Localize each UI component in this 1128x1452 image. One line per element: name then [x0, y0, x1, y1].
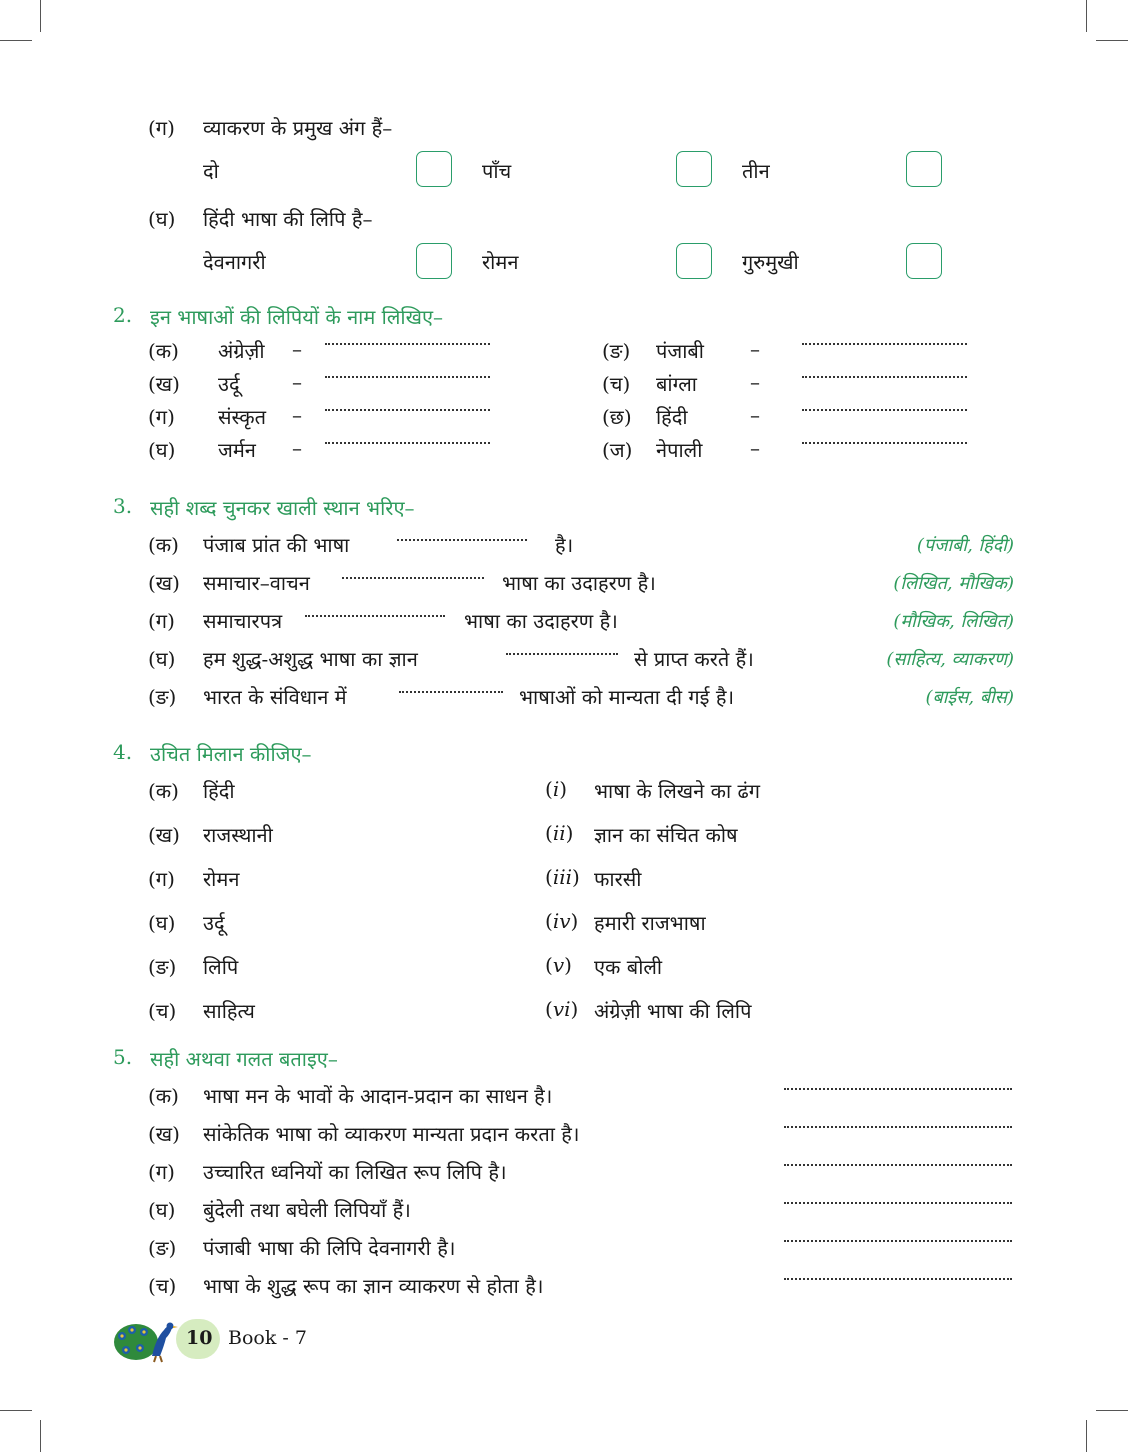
q5-number: 5.: [113, 1045, 133, 1069]
q5-answer-line[interactable]: [784, 1240, 1012, 1242]
q3-item-text-before: भारत के संविधान में: [203, 685, 347, 709]
q2-answer-line[interactable]: [325, 343, 490, 345]
q2-right-text: बांग्ला: [656, 372, 697, 396]
q3-item-text-before: पंजाब प्रांत की भाषा: [203, 533, 350, 557]
q2-right-label: (ज): [602, 438, 633, 462]
q3-blank[interactable]: [397, 539, 527, 541]
q4-number: 4.: [113, 740, 133, 764]
q3-hint: (मौखिक, लिखित): [893, 611, 1014, 632]
q3-hint: (पंजाबी, हिंदी): [916, 535, 1014, 556]
q5-item-label: (घ): [148, 1198, 176, 1222]
q1-ga-checkbox-3[interactable]: [906, 151, 942, 187]
q2-answer-line[interactable]: [802, 376, 967, 378]
q3-blank[interactable]: [305, 615, 445, 617]
q5-item-label: (ग): [148, 1160, 175, 1184]
q4-left-text: हिंदी: [203, 779, 235, 803]
q2-left-text: संस्कृत: [218, 405, 267, 429]
q2-dash: –: [750, 403, 760, 427]
q4-right-roman: (v): [545, 953, 572, 977]
q3-item-label: (क): [148, 533, 179, 557]
q1-ga-question: व्याकरण के प्रमुख अंग हैं–: [203, 116, 393, 140]
crop-mark: [0, 1410, 32, 1411]
q4-right-roman: (iv): [545, 909, 579, 933]
q3-item-label: (ङ): [148, 685, 177, 709]
q1-gha-question: हिंदी भाषा की लिपि है–: [203, 207, 373, 231]
q4-right-roman: (vi): [545, 997, 579, 1021]
q3-blank[interactable]: [506, 653, 618, 655]
q2-answer-line[interactable]: [802, 442, 967, 444]
q4-left-text: रोमन: [203, 867, 240, 891]
crop-mark: [0, 40, 32, 41]
q4-right-text: अंग्रेज़ी भाषा की लिपि: [594, 999, 752, 1023]
crop-mark: [1096, 1410, 1128, 1411]
q3-item-label: (ग): [148, 609, 175, 633]
q5-answer-line[interactable]: [784, 1164, 1012, 1166]
q4-right-text: ज्ञान का संचित कोष: [594, 823, 738, 847]
q2-answer-line[interactable]: [802, 343, 967, 345]
q2-dash: –: [750, 436, 760, 460]
q3-item-text-after: भाषा का उदाहरण है।: [502, 571, 656, 595]
q3-item-text-after: भाषाओं को मान्यता दी गई है।: [519, 685, 735, 709]
q4-left-text: साहित्य: [203, 999, 255, 1023]
q5-answer-line[interactable]: [784, 1202, 1012, 1204]
q2-heading: इन भाषाओं की लिपियों के नाम लिखिए–: [150, 305, 444, 329]
q5-item-label: (क): [148, 1084, 179, 1108]
q4-left-label: (ग): [148, 867, 175, 891]
q4-right-roman: (ii): [545, 821, 574, 845]
q4-heading: उचित मिलान कीजिए–: [150, 742, 312, 766]
q1-ga-option-1: दो: [203, 159, 219, 183]
page-number: 10: [186, 1327, 213, 1349]
q4-right-text: हमारी राजभाषा: [594, 911, 706, 935]
q5-item-text: बुंदेली तथा बघेली लिपियाँ हैं।: [203, 1198, 411, 1222]
q3-item-text-before: हम शुद्ध-अशुद्ध भाषा का ज्ञान: [203, 647, 418, 671]
q4-left-label: (ङ): [148, 955, 177, 979]
q1-gha-checkbox-1[interactable]: [416, 243, 452, 279]
crop-mark: [1096, 40, 1128, 41]
q5-item-text: भाषा मन के भावों के आदान-प्रदान का साधन है।: [203, 1084, 553, 1108]
q1-ga-checkbox-2[interactable]: [676, 151, 712, 187]
peacock-icon: [112, 1312, 184, 1364]
q1-ga-label: (ग): [148, 116, 175, 140]
q3-item-label: (ख): [148, 571, 180, 595]
q1-gha-label: (घ): [148, 207, 176, 231]
q2-right-label: (ङ): [602, 339, 631, 363]
q5-item-label: (ङ): [148, 1236, 177, 1260]
q2-dash: –: [292, 370, 302, 394]
crop-mark: [1086, 0, 1087, 32]
q3-item-label: (घ): [148, 647, 176, 671]
q4-left-label: (ख): [148, 823, 180, 847]
q2-dash: –: [750, 337, 760, 361]
q2-left-label: (घ): [148, 438, 176, 462]
q2-left-text: अंग्रेज़ी: [218, 339, 265, 363]
q5-item-text: उच्चारित ध्वनियों का लिखित रूप लिपि है।: [203, 1160, 507, 1184]
q4-right-roman: (i): [545, 777, 568, 801]
q5-answer-line[interactable]: [784, 1088, 1012, 1090]
q4-left-text: उर्दू: [203, 911, 225, 935]
q3-item-text-after: से प्राप्त करते हैं।: [634, 647, 754, 671]
q2-dash: –: [750, 370, 760, 394]
q3-item-text-before: समाचारपत्र: [203, 609, 283, 633]
q1-gha-option-2: रोमन: [482, 250, 519, 274]
crop-mark: [40, 0, 41, 32]
q5-heading: सही अथवा गलत बताइए–: [150, 1047, 338, 1071]
q2-answer-line[interactable]: [325, 409, 490, 411]
q4-left-label: (च): [148, 999, 177, 1023]
q4-right-text: एक बोली: [594, 955, 663, 979]
q2-left-label: (ख): [148, 372, 180, 396]
q4-left-text: राजस्थानी: [203, 823, 273, 847]
q3-hint: (लिखित, मौखिक): [893, 573, 1014, 594]
q1-gha-checkbox-3[interactable]: [906, 243, 942, 279]
crop-mark: [1086, 1420, 1087, 1452]
q5-item-text: सांकेतिक भाषा को व्याकरण मान्यता प्रदान करता है।: [203, 1122, 580, 1146]
q2-left-text: उर्दू: [218, 372, 240, 396]
q1-ga-option-2: पाँच: [482, 159, 512, 183]
q3-number: 3.: [113, 494, 133, 518]
q4-left-label: (घ): [148, 911, 176, 935]
q2-left-label: (ग): [148, 405, 175, 429]
q3-blank[interactable]: [342, 577, 484, 579]
q5-item-label: (ख): [148, 1122, 180, 1146]
q2-answer-line[interactable]: [802, 409, 967, 411]
q4-right-text: फारसी: [594, 867, 642, 891]
q4-left-text: लिपि: [203, 955, 239, 979]
q2-dash: –: [292, 403, 302, 427]
q1-ga-option-3: तीन: [742, 159, 770, 183]
q3-hint: (साहित्य, व्याकरण): [886, 649, 1014, 670]
book-label: Book - 7: [228, 1327, 307, 1349]
q5-answer-line[interactable]: [784, 1278, 1012, 1280]
q2-number: 2.: [113, 303, 133, 327]
q5-item-text: भाषा के शुद्ध रूप का ज्ञान व्याकरण से होता है।: [203, 1274, 544, 1298]
q2-answer-line[interactable]: [325, 442, 490, 444]
q2-right-text: पंजाबी: [656, 339, 704, 363]
q1-gha-checkbox-2[interactable]: [676, 243, 712, 279]
q2-dash: –: [292, 337, 302, 361]
q5-item-text: पंजाबी भाषा की लिपि देवनागरी है।: [203, 1236, 456, 1260]
q1-gha-option-1: देवनागरी: [203, 250, 266, 274]
q4-right-roman: (iii): [545, 865, 580, 889]
q3-item-text-before: समाचार–वाचन: [203, 571, 310, 595]
q3-heading: सही शब्द चुनकर खाली स्थान भरिए–: [150, 496, 415, 520]
q5-answer-line[interactable]: [784, 1126, 1012, 1128]
q2-answer-line[interactable]: [325, 376, 490, 378]
q4-right-text: भाषा के लिखने का ढंग: [594, 779, 761, 803]
q3-blank[interactable]: [399, 691, 503, 693]
q2-right-label: (च): [602, 372, 631, 396]
q2-left-label: (क): [148, 339, 179, 363]
q1-ga-checkbox-1[interactable]: [416, 151, 452, 187]
q3-item-text-after: है।: [555, 533, 574, 557]
q2-right-label: (छ): [602, 405, 632, 429]
q4-left-label: (क): [148, 779, 179, 803]
q2-right-text: हिंदी: [656, 405, 688, 429]
q2-right-text: नेपाली: [656, 438, 703, 462]
q5-item-label: (च): [148, 1274, 177, 1298]
q1-gha-option-3: गुरुमुखी: [742, 250, 799, 274]
q3-item-text-after: भाषा का उदाहरण है।: [464, 609, 618, 633]
q2-dash: –: [292, 436, 302, 460]
crop-mark: [40, 1420, 41, 1452]
q2-left-text: जर्मन: [218, 438, 256, 462]
q3-hint: (बाईस, बीस): [925, 687, 1014, 708]
